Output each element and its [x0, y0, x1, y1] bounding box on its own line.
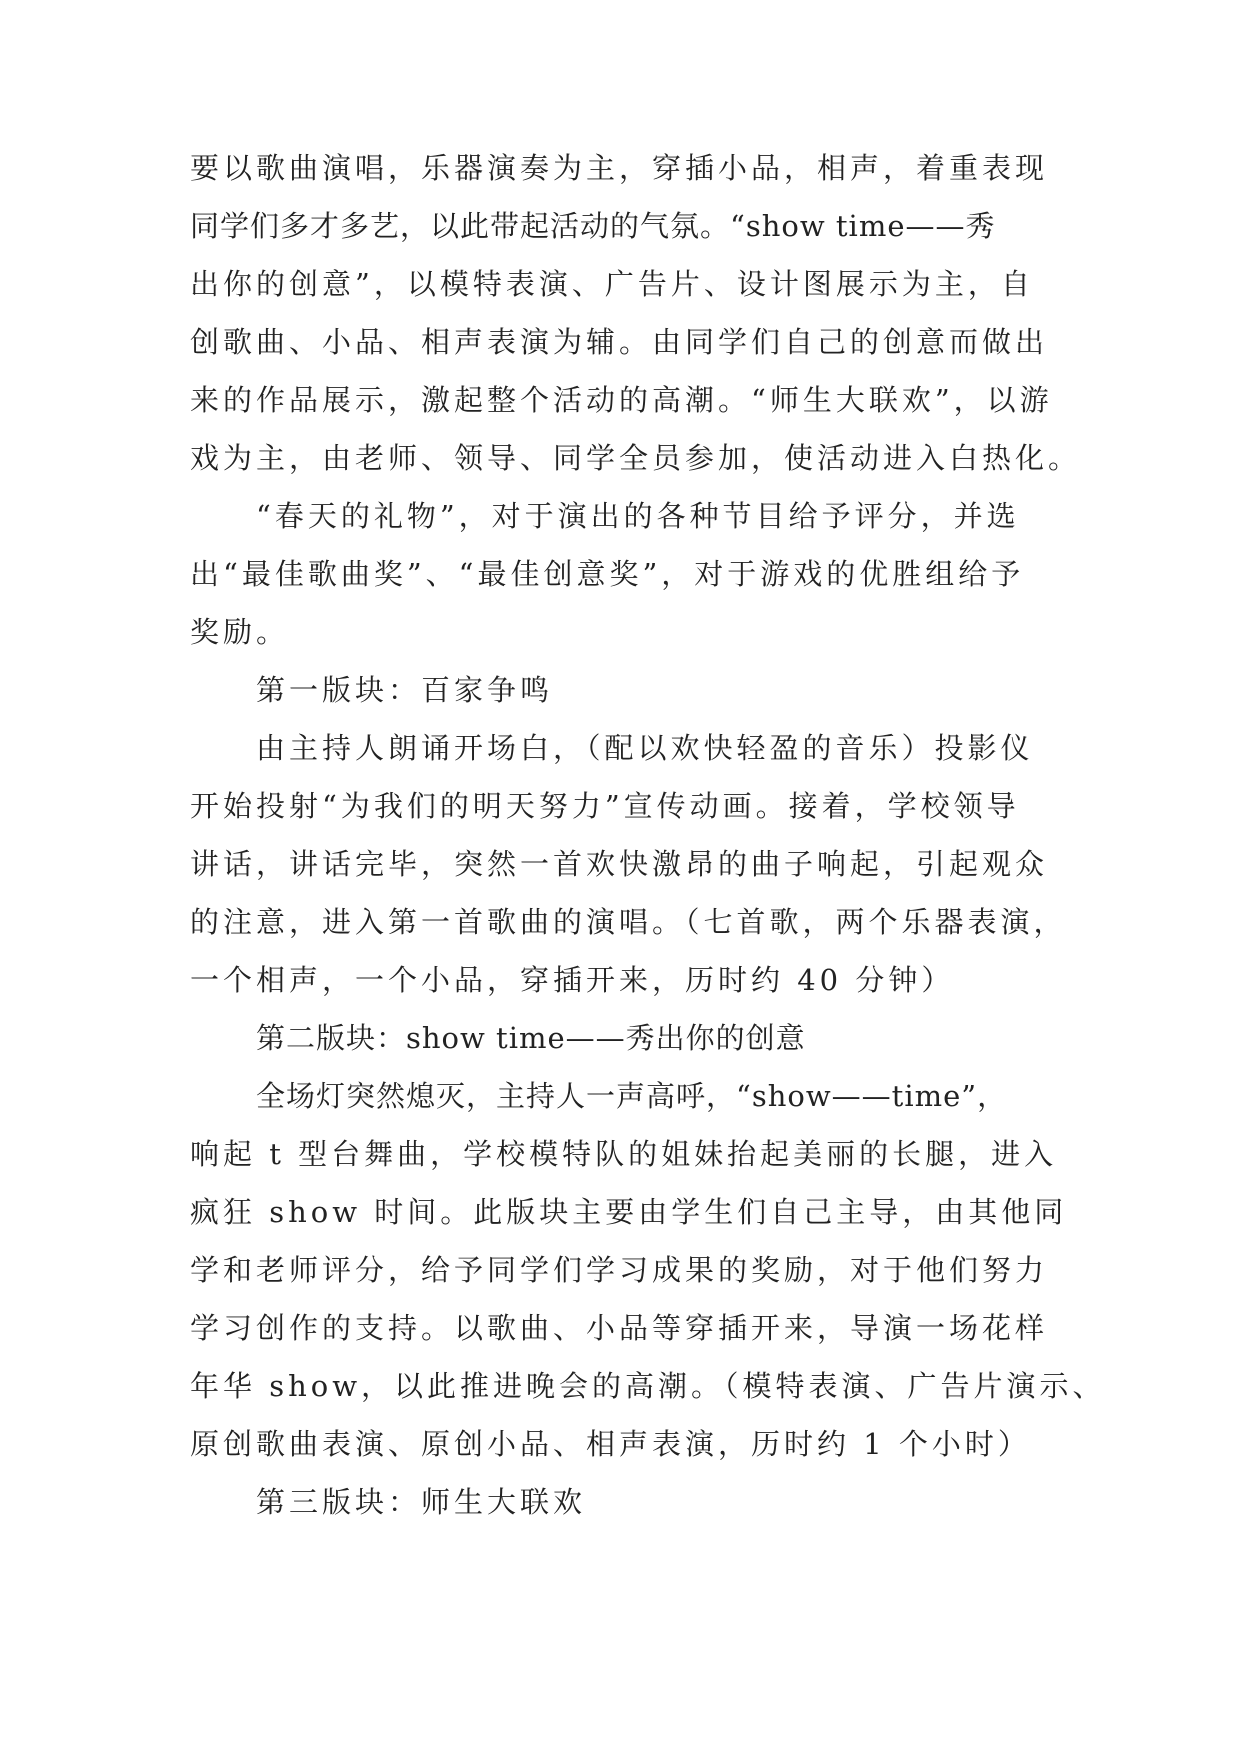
section-heading-3: 第三版块：师生大联欢	[256, 1485, 587, 1519]
text-line-11: 由主持人朗诵开场白，（配以欢快轻盈的音乐）投影仪	[256, 731, 1034, 765]
text-line-4: 创歌曲、小品、相声表演为辅。由同学们自己的创意而做出	[190, 325, 1049, 359]
text-line-13: 讲话，讲话完毕，突然一首欢快激昂的曲子响起，引起观众	[190, 847, 1049, 881]
text-line-17: 全场灯突然熄灭，主持人一声高呼，“show——time”，	[256, 1079, 1008, 1113]
text-line-23: 原创歌曲表演、原创小品、相声表演，历时约 1 个小时）	[190, 1427, 1031, 1461]
text-line-7: “春天的礼物”，对于演出的各种节目给予评分，并选	[256, 499, 1020, 533]
text-line-8: 出“最佳歌曲奖”、“最佳创意奖”，对于游戏的优胜组给予	[190, 557, 1025, 591]
text-line-9: 奖励。	[190, 615, 290, 649]
text-line-19: 疯狂 show 时间。此版块主要由学生们自己主导，由其他同	[190, 1195, 1068, 1229]
text-line-12: 开始投射“为我们的明天努力”宣传动画。接着，学校领导	[190, 789, 1020, 823]
text-line-6: 戏为主，由老师、领导、同学全员参加，使活动进入白热化。	[190, 441, 1082, 475]
section-heading-1: 第一版块：百家争鸣	[256, 673, 554, 707]
text-line-18: 响起 t 型台舞曲，学校模特队的姐妹抬起美丽的长腿，进入	[190, 1137, 1058, 1171]
text-line-1: 要以歌曲演唱，乐器演奏为主，穿插小品，相声，着重表现	[190, 151, 1049, 185]
text-line-14: 的注意，进入第一首歌曲的演唱。（七首歌，两个乐器表演，	[190, 905, 1067, 939]
text-line-5: 来的作品展示，激起整个活动的高潮。“师生大联欢”，以游	[190, 383, 1053, 417]
text-line-15: 一个相声，一个小品，穿插开来，历时约 40 分钟）	[190, 963, 955, 997]
text-line-20: 学和老师评分，给予同学们学习成果的奖励，对于他们努力	[190, 1253, 1049, 1287]
text-line-21: 学习创作的支持。以歌曲、小品等穿插开来，导演一场花样	[190, 1311, 1049, 1345]
text-line-22: 年华 show，以此推进晚会的高潮。（模特表演、广告片演示、	[190, 1369, 1106, 1403]
section-heading-2: 第二版块：show time——秀出你的创意	[256, 1021, 806, 1055]
text-line-3: 出你的创意”，以模特表演、广告片、设计图展示为主，自	[190, 267, 1034, 301]
text-line-2: 同学们多才多艺，以此带起活动的气氛。“show time——秀	[190, 209, 996, 243]
